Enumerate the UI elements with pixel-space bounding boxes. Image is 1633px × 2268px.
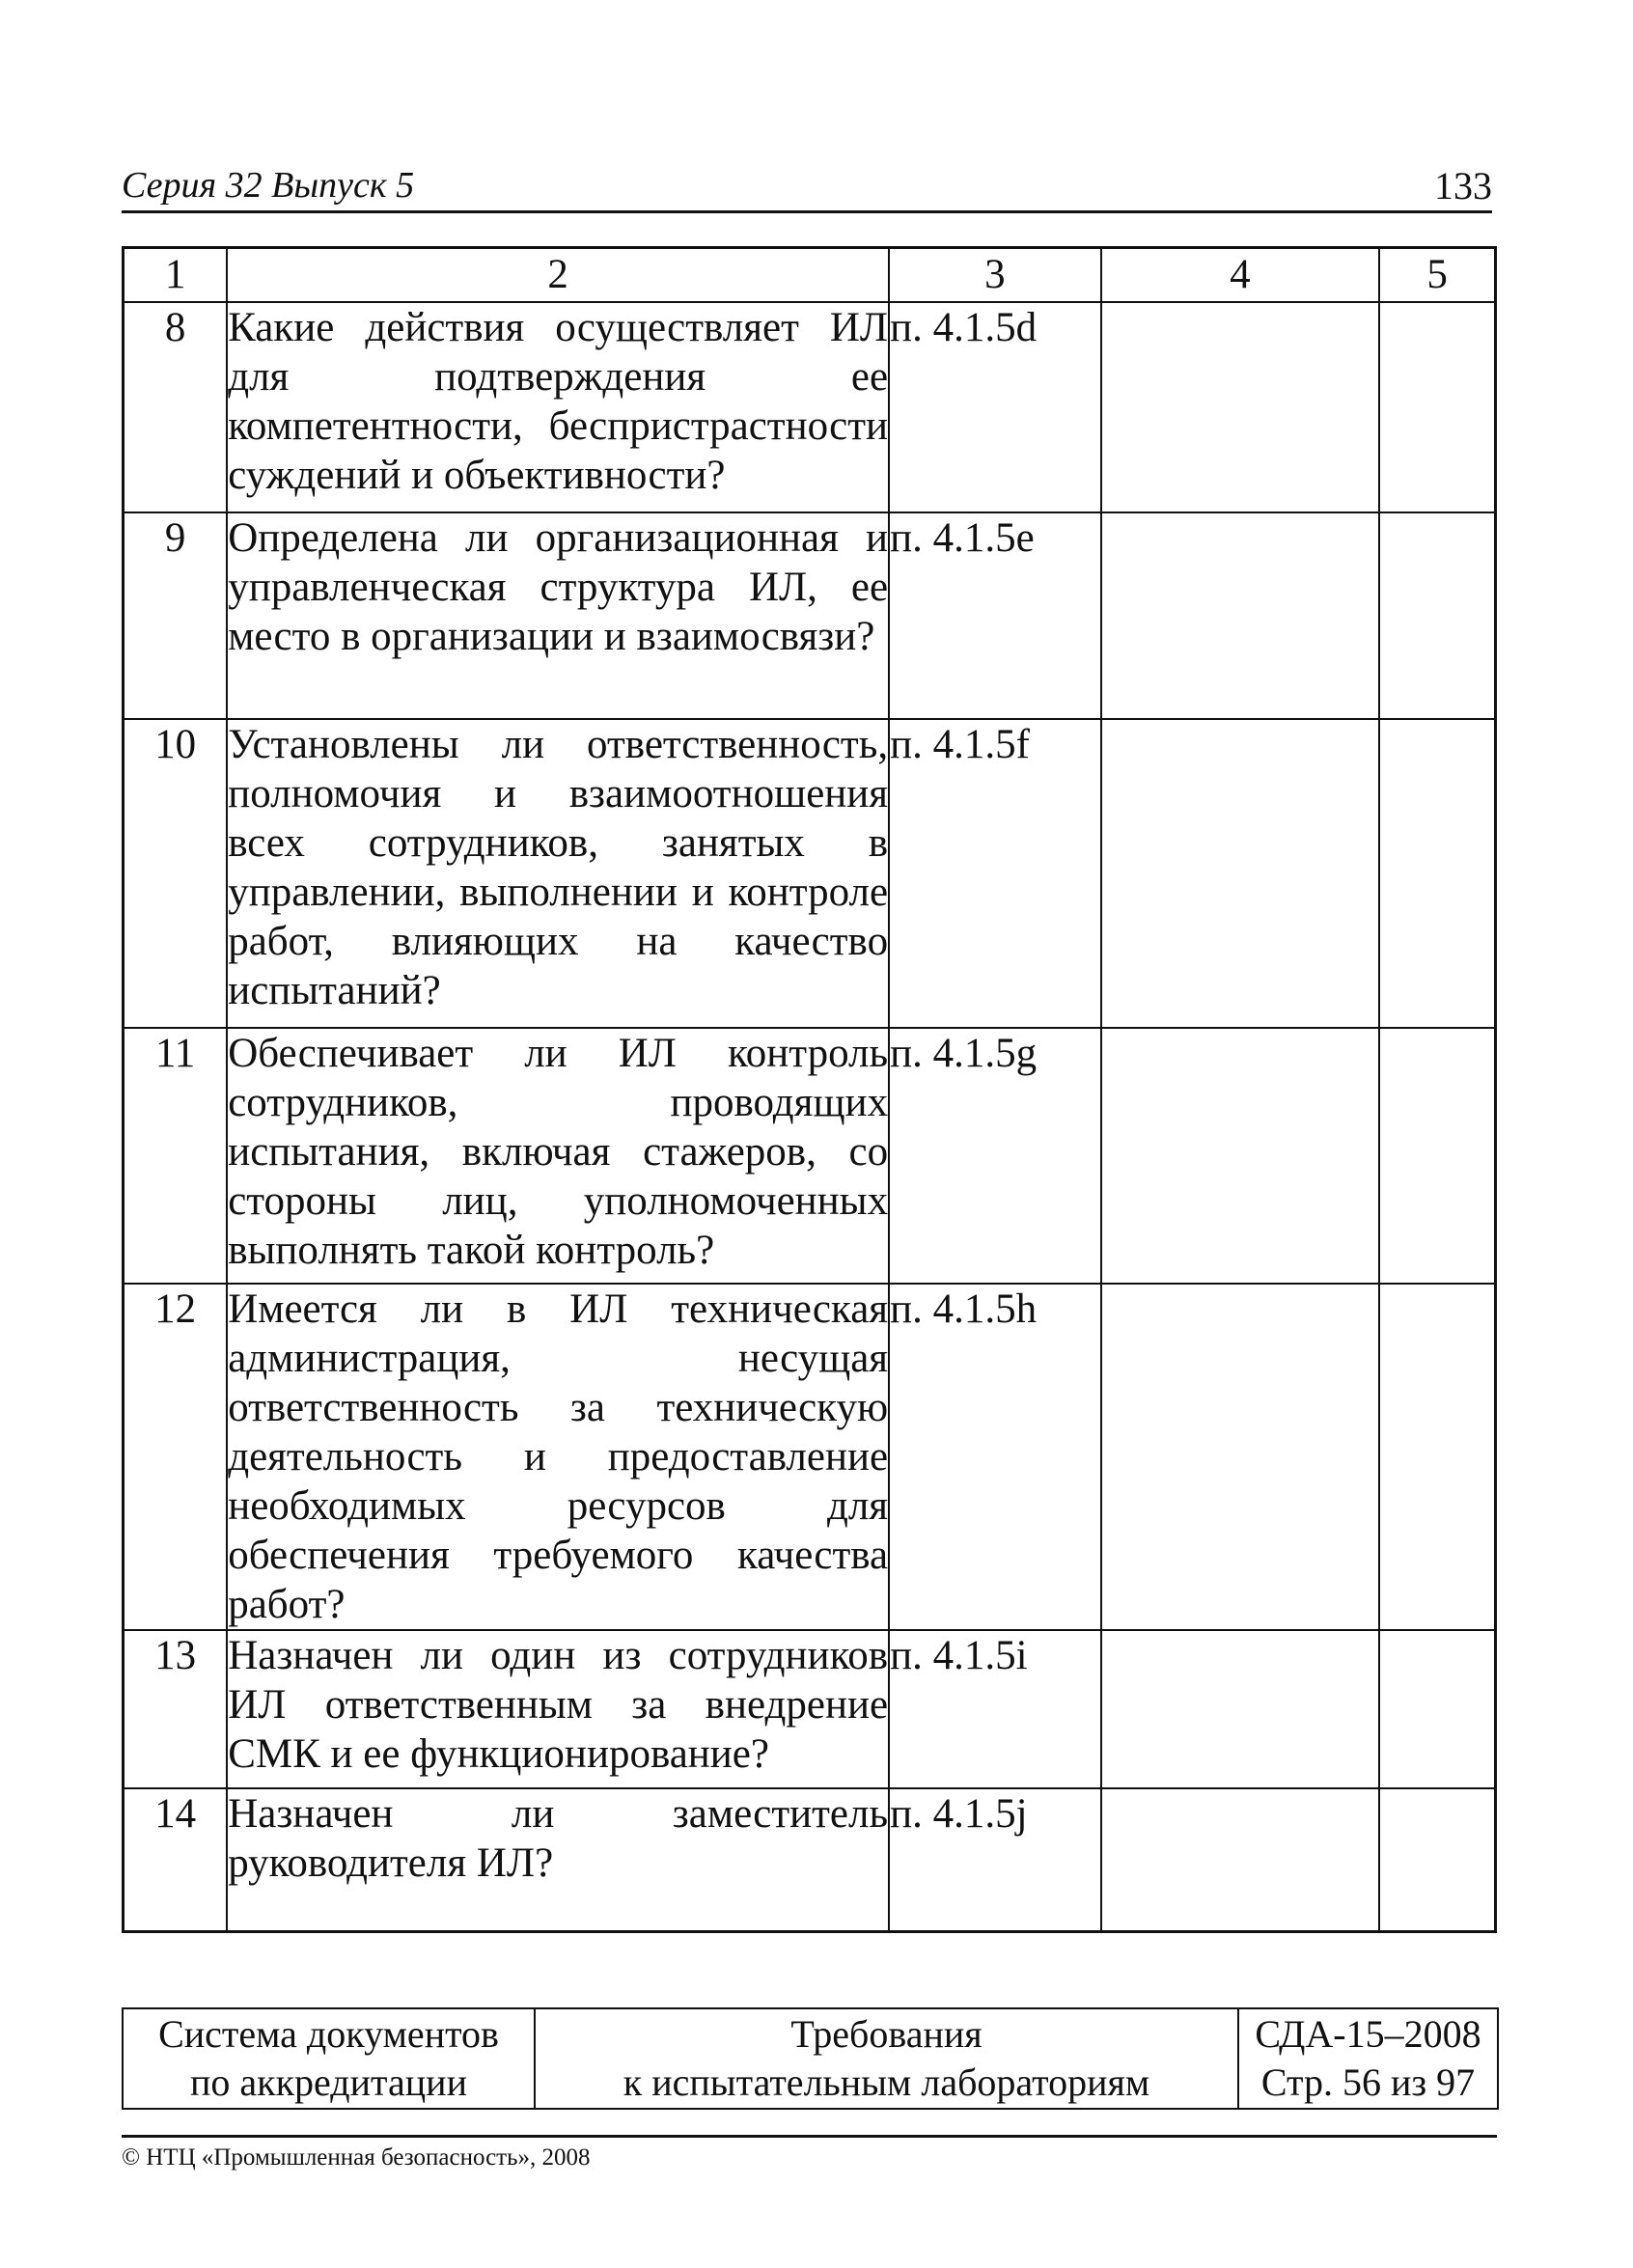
- row-number: 8: [124, 302, 228, 512]
- row-number: 10: [124, 719, 228, 1028]
- question-text: Назначен ли заместитель руководителя ИЛ?: [227, 1788, 889, 1931]
- column-5-cell: [1379, 1028, 1495, 1284]
- table-row: [124, 719, 1496, 1028]
- table-row: [124, 302, 1496, 512]
- row-number: 14: [124, 1788, 228, 1931]
- question-text: Имеется ли в ИЛ техническая администрация, несущая ответственность за техническую деятельность и предоставление необходимых ресурсов для обеспечения требуемого качества работ?: [227, 1284, 889, 1630]
- column-header: 4: [1101, 248, 1380, 303]
- footer-title-cell: [535, 2008, 1238, 2109]
- column-header: 1: [124, 248, 228, 303]
- clause-reference: п. 4.1.5g: [889, 1028, 1101, 1284]
- page-header: [122, 160, 1492, 213]
- table-row: [124, 1028, 1496, 1284]
- question-text: Установлены ли ответственность, полномочия и взаимоотношения всех сотрудников, занятых в управлении, выполнении и контроле работ, влияющих на качество испытаний?: [227, 719, 889, 1028]
- column-4-cell: [1101, 302, 1380, 512]
- clause-reference: п. 4.1.5h: [889, 1284, 1101, 1630]
- clause-reference: п. 4.1.5d: [889, 302, 1101, 512]
- column-header: 5: [1379, 248, 1495, 303]
- column-5-cell: [1379, 302, 1495, 512]
- footer-system-line1: Система документов: [158, 2012, 499, 2056]
- footer-title-line1: Требования: [790, 2012, 983, 2056]
- clause-reference: п. 4.1.5i: [889, 1630, 1101, 1788]
- table-row: [124, 1630, 1496, 1788]
- question-text: Обеспечивает ли ИЛ контроль сотрудников, проводящих испытания, включая стажеров, со стороны лиц, уполномоченных выполнять такой контроль?: [227, 1028, 889, 1284]
- series-title: Серия 32 Выпуск 5: [122, 165, 415, 206]
- row-number: 12: [124, 1284, 228, 1630]
- footer-page-count: Стр. 56 из 97: [1260, 2061, 1476, 2104]
- footer-divider: [122, 2135, 1497, 2138]
- page-number: 133: [1434, 164, 1492, 207]
- clause-reference: п. 4.1.5e: [889, 512, 1101, 719]
- clause-reference: п. 4.1.5f: [889, 719, 1101, 1028]
- column-4-cell: [1101, 1788, 1380, 1931]
- clause-reference: п. 4.1.5j: [889, 1788, 1101, 1931]
- column-5-cell: [1379, 1284, 1495, 1630]
- row-number: 9: [124, 512, 228, 719]
- row-number: 13: [124, 1630, 228, 1788]
- footer-system-cell: [123, 2008, 535, 2109]
- checklist-table: [122, 246, 1497, 1933]
- table-row: [124, 1284, 1496, 1630]
- column-4-cell: [1101, 1284, 1380, 1630]
- footer-code-cell: [1238, 2008, 1498, 2109]
- column-5-cell: [1379, 1788, 1495, 1931]
- footer-title-line2: к испытательным лабораториям: [623, 2061, 1150, 2104]
- document-footer-table: [122, 2007, 1499, 2110]
- footer-system-line2: по аккредитации: [190, 2061, 467, 2104]
- copyright-notice: © НТЦ «Промышленная безопасность», 2008: [122, 2144, 591, 2171]
- table-row: [124, 1788, 1496, 1931]
- column-4-cell: [1101, 1028, 1380, 1284]
- footer-document-code: СДА-15–2008: [1255, 2012, 1481, 2056]
- table-row: [124, 512, 1496, 719]
- question-text: Назначен ли один из сотрудников ИЛ ответственным за внедрение СМК и ее функционирование?: [227, 1630, 889, 1788]
- question-text: Какие действия осуществляет ИЛ для подтверждения ее компетентности, беспристрастности суждений и объективности?: [227, 302, 889, 512]
- column-4-cell: [1101, 719, 1380, 1028]
- column-4-cell: [1101, 512, 1380, 719]
- column-header: 3: [889, 248, 1101, 303]
- question-text: Определена ли организационная и управленческая структура ИЛ, ее место в организации и взаимосвязи?: [227, 512, 889, 719]
- column-4-cell: [1101, 1630, 1380, 1788]
- table-header-row: [124, 248, 1496, 303]
- column-5-cell: [1379, 719, 1495, 1028]
- column-header: 2: [227, 248, 889, 303]
- column-5-cell: [1379, 1630, 1495, 1788]
- column-5-cell: [1379, 512, 1495, 719]
- row-number: 11: [124, 1028, 228, 1284]
